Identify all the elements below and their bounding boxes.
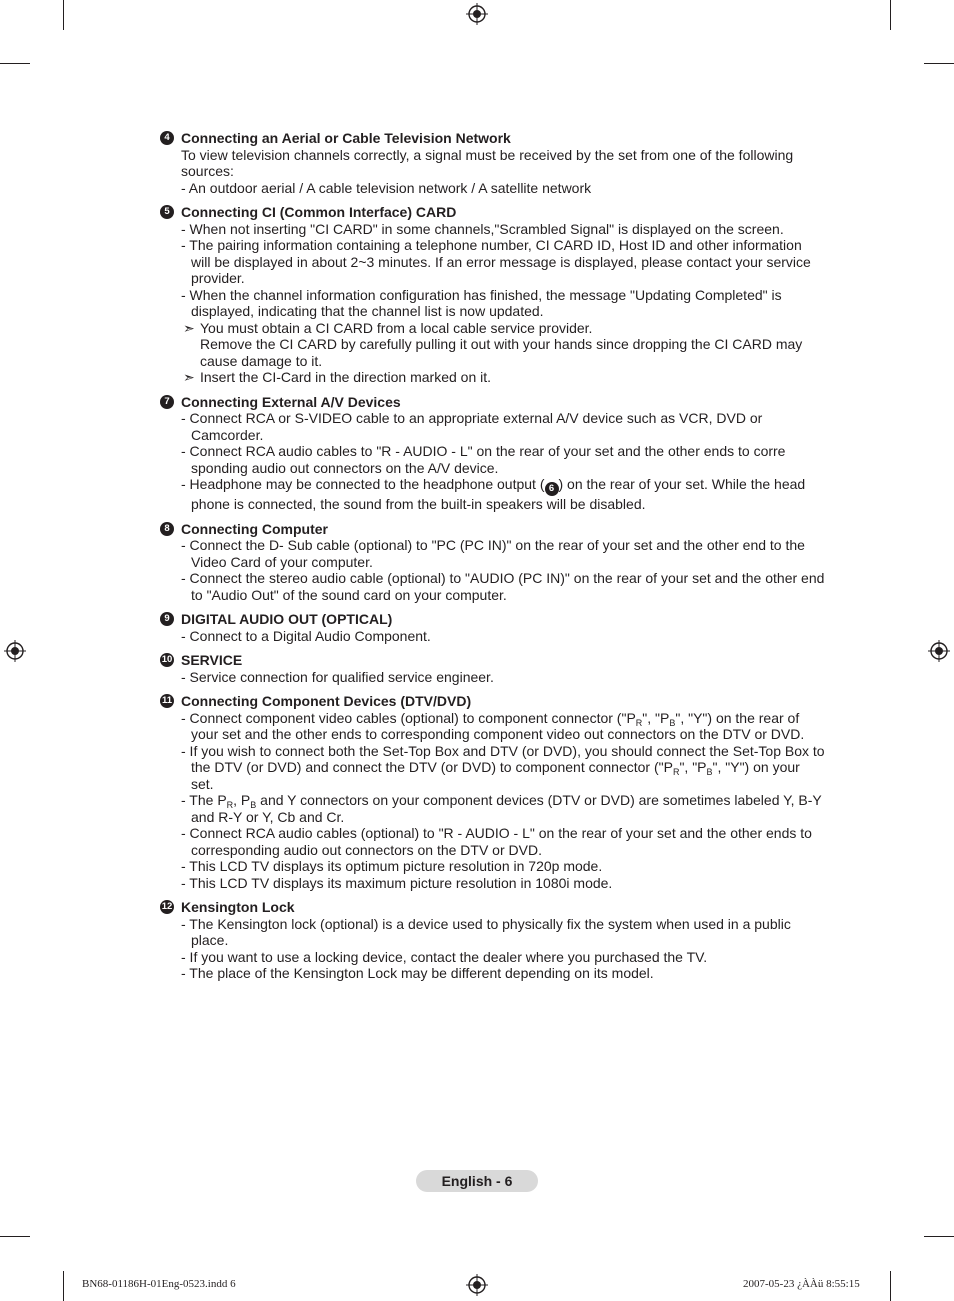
list-item-text: ", "Y") on your set.	[191, 759, 800, 792]
list-item: - Connect the D- Sub cable (optional) to "PC (PC IN)" on the rear of your set and the other end to the Video Card of your computer.	[181, 537, 805, 570]
section-heading	[160, 521, 825, 538]
list-item-text: ", "P	[642, 709, 670, 726]
list-item-text: ", "Y") on the rear of your set and the other ends to corresponding component video out connectors on the DTV or DVD.	[191, 709, 805, 742]
crop-mark	[890, 0, 891, 30]
section-heading	[160, 693, 825, 710]
section-heading	[160, 204, 825, 221]
section-heading	[160, 611, 825, 628]
section-kensington	[160, 899, 825, 982]
crop-mark	[890, 1271, 891, 1301]
crop-mark	[63, 0, 64, 30]
list-item: - The Kensington lock (optional) is a device used to physically fix the system when used in a public place.	[181, 915, 791, 948]
section-title: Connecting Computer	[181, 520, 328, 537]
registration-mark-icon	[4, 640, 26, 662]
section-title: Connecting an Aerial or Cable Television Network	[181, 130, 511, 146]
section-component	[160, 693, 825, 891]
list-item	[160, 792, 825, 825]
number-badge-icon: 7	[160, 395, 174, 409]
section-heading	[160, 130, 825, 147]
number-badge-icon: 10	[161, 654, 173, 665]
crop-mark	[0, 1236, 30, 1237]
section-aerial	[160, 130, 825, 196]
list-item-text: , P	[233, 792, 251, 808]
list-item: - The pairing information containing a telephone number, CI CARD ID, Host ID and other information will be displayed in about 2~3 minutes. If an error message is displayed, please contact your service provider.	[181, 237, 811, 286]
list-item: - Connect RCA audio cables (optional) to "R - AUDIO - L" on the rear of your set and the other ends to corresponding audio out connectors on the DTV or DVD.	[181, 825, 812, 858]
note-arrow-icon: ➣	[183, 369, 195, 385]
section-service	[160, 652, 825, 685]
section-heading	[160, 899, 825, 916]
list-item-text: ) on the rear of your set. While the head phone is connected, the sound from the built-in speakers will be disabled.	[191, 476, 806, 512]
section-digital-audio	[160, 611, 825, 644]
list-item: - Connect RCA or S-VIDEO cable to an appropriate external A/V device such as VCR, DVD or Camcorder.	[181, 410, 763, 443]
crop-mark	[63, 1271, 64, 1301]
headphone-number-icon: 6	[545, 482, 559, 496]
number-badge-icon: 4	[160, 131, 174, 145]
note-continuation: Remove the CI CARD by carefully pulling it out with your hands since dropping the CI CARD may cause damage to it.	[200, 336, 803, 369]
list-item: - If you want to use a locking device, contact the dealer where you purchased the TV.	[181, 948, 708, 965]
list-item: - This LCD TV displays its optimum picture resolution in 720p mode.	[181, 858, 603, 874]
list-item: - Service connection for qualified service engineer.	[181, 668, 494, 685]
note-item	[160, 369, 825, 386]
note-arrow-icon: ➣	[183, 319, 195, 336]
section-title: Connecting CI (Common Interface) CARD	[181, 204, 457, 220]
section-intro: To view television channels correctly, a signal must be received by the set from one of the following sources:	[181, 146, 794, 179]
section-heading	[160, 394, 825, 411]
section-heading	[160, 652, 825, 669]
section-title: Connecting Component Devices (DTV/DVD)	[181, 693, 472, 709]
list-item: - The place of the Kensington Lock may be different depending on its model.	[181, 965, 654, 981]
section-title: DIGITAL AUDIO OUT (OPTICAL)	[181, 611, 393, 627]
section-external-av	[160, 394, 825, 513]
subscript: R	[672, 767, 680, 777]
section-ci-card	[160, 204, 825, 386]
subscript: B	[250, 800, 257, 810]
note-item	[160, 320, 825, 337]
list-item-text: ", "P	[679, 759, 707, 775]
list-item-text: - If you wish to connect both the Set-Top Box and DTV (or DVD), you should connect the Set-Top Box to the DTV (or DVD) and connect the DTV (or DVD) to component connector ("P	[181, 742, 825, 775]
number-badge-icon: 8	[160, 522, 174, 536]
list-item	[160, 476, 825, 513]
page-content	[160, 130, 825, 990]
footer-timestamp: 2007-05-23 ¿ÀÀü 8:55:15	[743, 1278, 860, 1290]
crop-mark	[924, 63, 954, 64]
note-text: Insert the CI-Card in the direction marked on it.	[200, 369, 492, 385]
subscript: R	[226, 800, 234, 810]
list-item: - When the channel information configuration has finished, the message "Updating Completed" is displayed, indicating that the channel list is now updated.	[181, 286, 782, 319]
subscript: B	[706, 767, 713, 777]
section-title: Connecting External A/V Devices	[181, 393, 401, 410]
list-item: - Connect RCA audio cables to "R - AUDIO - L" on the rear of your set and the other ends to corre sponding audio out connectors on the A/V device.	[181, 443, 786, 476]
section-computer	[160, 521, 825, 604]
crop-mark	[0, 63, 30, 64]
list-item: - This LCD TV displays its maximum picture resolution in 1080i mode.	[181, 874, 613, 891]
section-title: SERVICE	[181, 652, 243, 668]
list-item: - Connect the stereo audio cable (optional) to "AUDIO (PC IN)" on the rear of your set and the other end to "Audio Out" of the sound card on your computer.	[181, 570, 825, 603]
section-title: Kensington Lock	[181, 899, 295, 915]
number-badge-icon: 12	[161, 901, 173, 912]
registration-mark-icon	[928, 640, 950, 662]
list-item: - When not inserting "CI CARD" in some channels,"Scrambled Signal" is displayed on the screen.	[181, 220, 784, 237]
subscript: B	[669, 717, 676, 728]
registration-mark-icon	[466, 3, 488, 25]
list-item	[160, 710, 825, 743]
list-item	[160, 743, 825, 793]
list-item-text: - The P	[181, 792, 227, 808]
crop-mark	[924, 1236, 954, 1237]
registration-mark-icon	[466, 1274, 488, 1296]
number-badge-icon: 5	[160, 205, 174, 219]
number-badge-icon: 11	[161, 695, 173, 706]
page-number-badge: English - 6	[416, 1170, 538, 1192]
list-item-text: - Headphone may be connected to the headphone output (	[181, 476, 545, 492]
list-item-text: and Y connectors on your component devices (DTV or DVD) are sometimes labeled Y, B-Y and R-Y or Y, Cb and Cr.	[191, 792, 822, 825]
list-item: - An outdoor aerial / A cable television network / A satellite network	[181, 179, 592, 196]
list-item-text: - Connect component video cables (optional) to component connector ("P	[181, 709, 636, 726]
note-text: You must obtain a CI CARD from a local cable service provider.	[200, 319, 593, 336]
number-badge-icon: 9	[160, 612, 174, 626]
footer-filename: BN68-01186H-01Eng-0523.indd 6	[82, 1278, 236, 1290]
subscript: R	[635, 717, 643, 728]
list-item: - Connect to a Digital Audio Component.	[181, 627, 431, 644]
